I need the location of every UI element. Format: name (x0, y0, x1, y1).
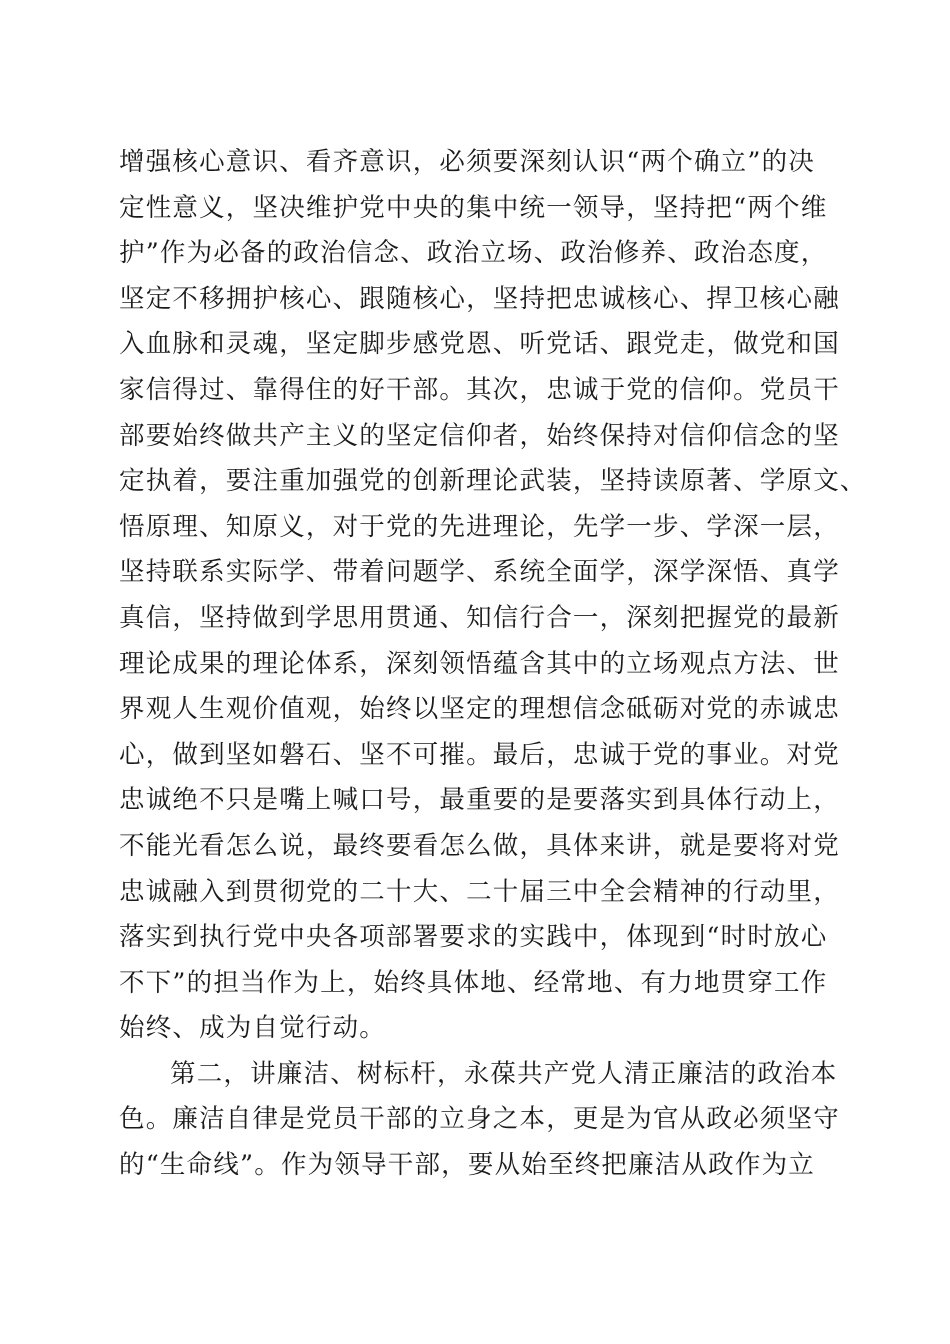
text-line: 定执着，要注重加强党的创新理论武装，坚持读原著、学原文、 (119, 466, 867, 497)
document-body (119, 140, 867, 1189)
text-line: 界观人生观价值观，始终以坚定的理想信念砥砺对党的赤诚忠 (119, 694, 840, 725)
text-line: 不下”的担当作为上，始终具体地、经常地、有力地贯穿工作 (119, 967, 828, 998)
text-line: 定性意义，坚决维护党中央的集中统一领导，坚持把“两个维 (119, 192, 828, 223)
text-line: 忠诚绝不只是嘴上喊口号，最重要的是要落实到具体行动上， (119, 785, 840, 816)
text-line: 落实到执行党中央各项部署要求的实践中，体现到“时时放心 (119, 922, 828, 953)
text-line: 入血脉和灵魂，坚定脚步感党恩、听党话、跟党走，做党和国 (119, 329, 840, 360)
text-line: 理论成果的理论体系，深刻领悟蕴含其中的立场观点方法、世 (119, 648, 840, 679)
text-line: 不能光看怎么说，最终要看怎么做，具体来讲，就是要将对党 (119, 830, 840, 861)
text-line: 悟原理、知原义，对于党的先进理论，先学一步、学深一层， (119, 511, 840, 542)
text-line: 护”作为必备的政治信念、政治立场、政治修养、政治态度， (119, 238, 828, 269)
text-line: 色。廉洁自律是党员干部的立身之本，更是为官从政必须坚守 (119, 1104, 840, 1135)
text-line: 忠诚融入到贯彻党的二十大、二十届三中全会精神的行动里， (119, 876, 840, 907)
text-line: 坚定不移拥护核心、跟随核心，坚持把忠诚核心、捍卫核心融 (119, 283, 840, 314)
text-line: 部要始终做共产主义的坚定信仰者，始终保持对信仰信念的坚 (119, 420, 840, 451)
text-line: 真信，坚持做到学思用贯通、知信行合一，深刻把握党的最新 (119, 602, 840, 633)
paragraph-start-line: 第二，讲廉洁、树标杆，永葆共产党人清正廉洁的政治本 (170, 1058, 838, 1089)
text-line: 心，做到坚如磐石、坚不可摧。最后，忠诚于党的事业。对党 (119, 739, 840, 770)
text-line: 坚持联系实际学、带着问题学、系统全面学，深学深悟、真学 (119, 557, 840, 588)
text-line: 始终、成为自觉行动。 (119, 1013, 387, 1044)
text-line: 的“生命线”。作为领导干部，要从始至终把廉洁从政作为立 (119, 1150, 815, 1181)
text-line: 增强核心意识、看齐意识，必须要深刻认识“两个确立”的决 (119, 147, 815, 177)
text-line: 家信得过、靠得住的好干部。其次，忠诚于党的信仰。党员干 (119, 374, 840, 405)
